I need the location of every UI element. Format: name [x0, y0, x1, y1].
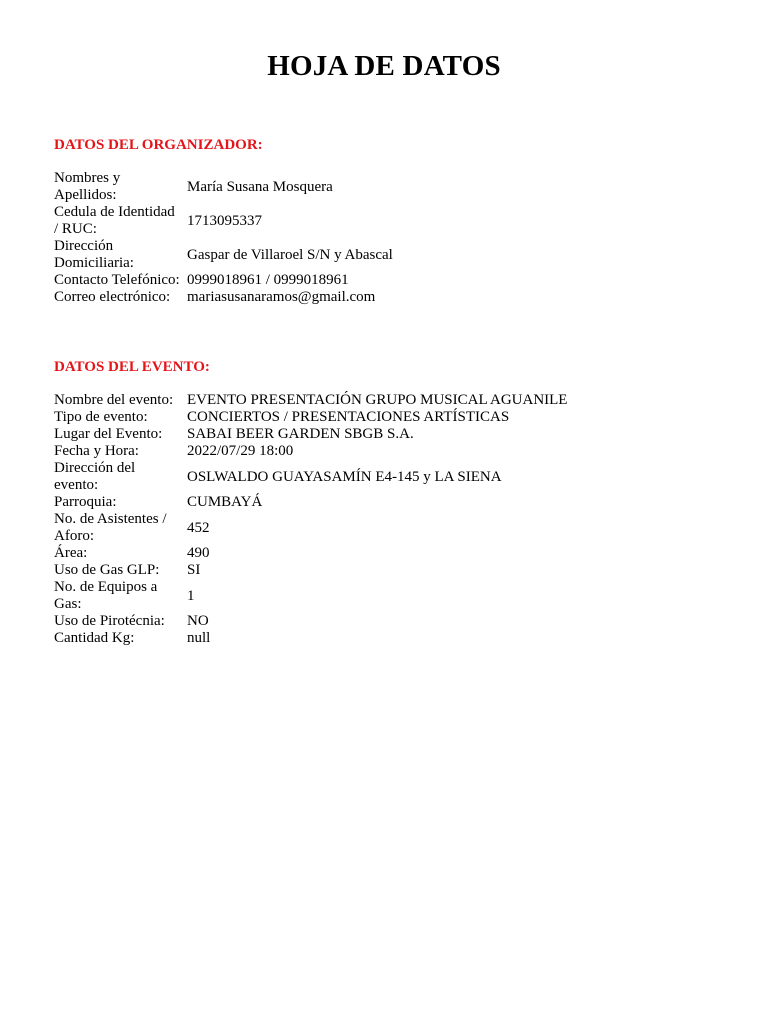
field-label: Uso de Pirotécnia:: [54, 613, 165, 629]
field-label-cell: [54, 409, 187, 426]
field-label-cell: [54, 443, 187, 460]
field-value: OSLWALDO GUAYASAMÍN E4-145 y LA SIENA: [187, 468, 502, 485]
field-label-cell: [54, 170, 187, 204]
field-value: 0999018961 / 0999018961: [187, 272, 349, 288]
data-row: [54, 494, 567, 511]
field-value: mariasusanaramos@gmail.com: [187, 289, 376, 305]
field-label-cell: [54, 562, 187, 579]
field-label: Cedula de Identidad / RUC:: [54, 204, 175, 237]
data-row: [54, 170, 393, 204]
field-label: Nombre del evento:: [54, 392, 174, 408]
data-row: [54, 579, 567, 613]
page-title: HOJA DE DATOS: [267, 50, 501, 82]
field-label-cell: [54, 494, 187, 511]
field-value: 452: [187, 519, 210, 536]
event-table-body: [54, 392, 567, 647]
data-row: [54, 545, 567, 562]
field-value: null: [187, 630, 211, 646]
data-row: [54, 289, 393, 306]
field-label: Uso de Gas GLP:: [54, 562, 160, 578]
field-label: Tipo de evento:: [54, 409, 148, 425]
field-label-cell: [54, 238, 187, 272]
field-label: Cantidad Kg:: [54, 630, 135, 646]
organizer-table-body: [54, 170, 393, 306]
data-row: [54, 204, 393, 238]
field-value: CONCIERTOS / PRESENTACIONES ARTÍSTICAS: [187, 409, 510, 425]
field-label: Nombres y Apellidos:: [54, 170, 121, 203]
data-row: [54, 392, 567, 409]
field-label-cell: [54, 392, 187, 409]
field-label-cell: [54, 545, 187, 562]
data-row: [54, 630, 567, 647]
event-section-heading: DATOS DEL EVENTO:: [54, 359, 210, 375]
field-label: No. de Asistentes / Aforo:: [54, 511, 167, 544]
field-label-cell: [54, 204, 187, 238]
data-row: [54, 238, 393, 272]
organizer-section-heading: DATOS DEL ORGANIZADOR:: [54, 137, 263, 153]
field-label: Dirección del evento:: [54, 460, 136, 493]
field-value: CUMBAYÁ: [187, 494, 263, 510]
data-row: [54, 613, 567, 630]
data-row: [54, 460, 567, 494]
field-value: 490: [187, 545, 210, 561]
event-data-table: [54, 392, 567, 647]
data-row: [54, 443, 567, 460]
field-value: SI: [187, 562, 201, 578]
field-value: 1713095337: [187, 212, 262, 229]
data-row: [54, 272, 393, 289]
field-label: No. de Equipos a Gas:: [54, 579, 158, 612]
data-row: [54, 562, 567, 579]
field-label-cell: [54, 289, 187, 306]
field-label: Lugar del Evento:: [54, 426, 163, 442]
field-label: Fecha y Hora:: [54, 443, 139, 459]
field-value: SABAI BEER GARDEN SBGB S.A.: [187, 426, 414, 442]
field-label: Contacto Telefónico:: [54, 272, 180, 288]
field-label: Parroquia:: [54, 494, 117, 510]
field-value: 1: [187, 587, 195, 604]
field-value: NO: [187, 613, 209, 629]
field-label-cell: [54, 272, 187, 289]
field-label: Dirección Domiciliaria:: [54, 238, 134, 271]
data-row: [54, 409, 567, 426]
field-label-cell: [54, 426, 187, 443]
field-label-cell: [54, 460, 187, 494]
field-label-cell: [54, 630, 187, 647]
field-value: EVENTO PRESENTACIÓN GRUPO MUSICAL AGUANILE: [187, 392, 568, 408]
field-label: Correo electrónico:: [54, 289, 171, 305]
data-row: [54, 511, 567, 545]
field-label-cell: [54, 613, 187, 630]
data-row: [54, 426, 567, 443]
field-value: 2022/07/29 18:00: [187, 443, 294, 459]
organizer-data-table: [54, 170, 393, 306]
field-label-cell: [54, 579, 187, 613]
field-value: Gaspar de Villaroel S/N y Abascal: [187, 246, 393, 263]
field-value: María Susana Mosquera: [187, 178, 333, 195]
field-label-cell: [54, 511, 187, 545]
field-label: Área:: [54, 545, 88, 561]
